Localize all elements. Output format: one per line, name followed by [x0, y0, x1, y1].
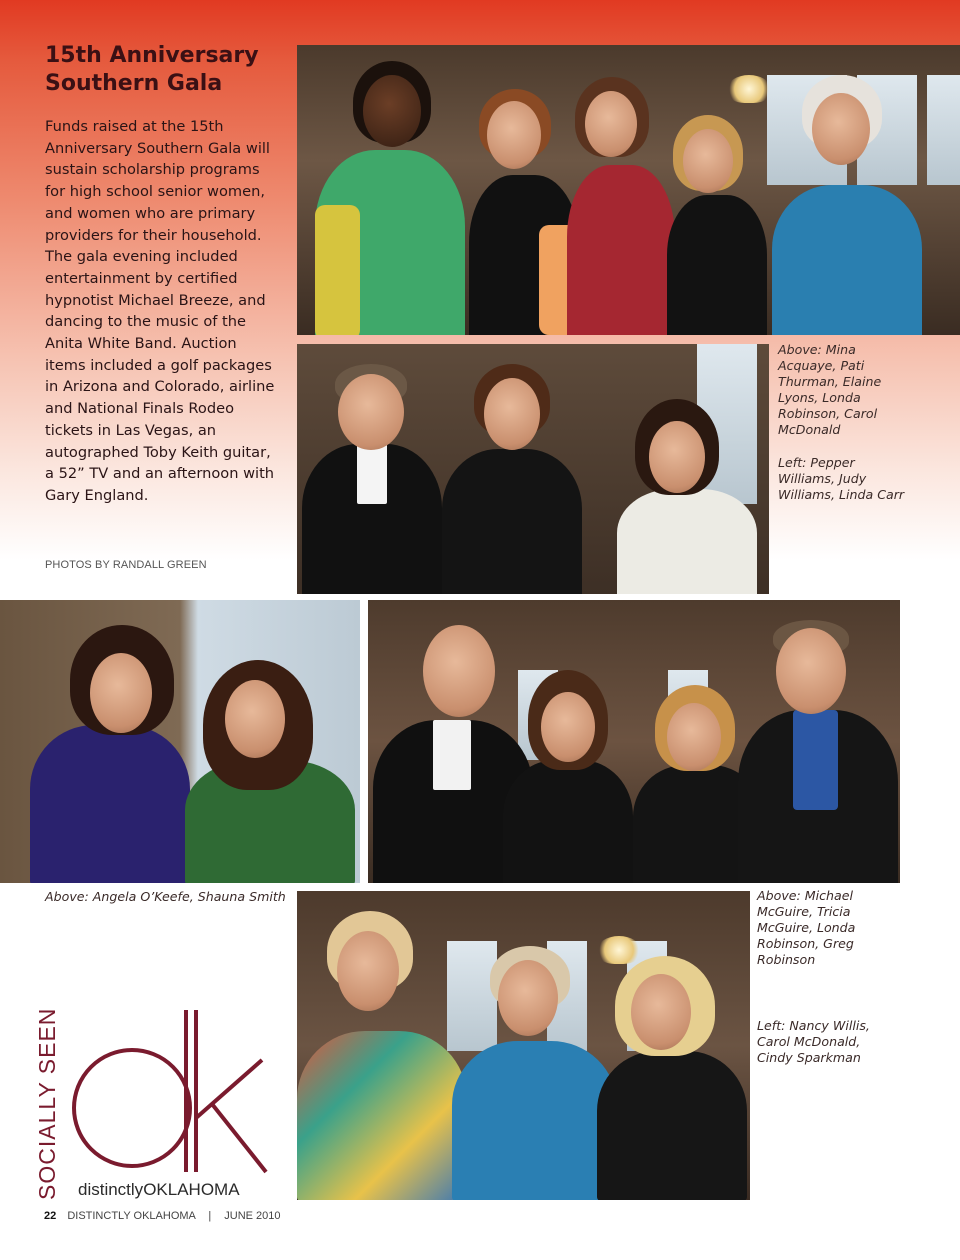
title-line-1: 15th Anniversary	[45, 43, 259, 68]
article-title	[45, 42, 290, 98]
page-footer	[44, 1210, 281, 1222]
caption-mcguire-robinson: Above: Michael McGuire, Tricia McGuire, Londa Robinson, Greg Robinson	[757, 888, 856, 967]
caption-willis-mcdonald-sparkman: Left: Nancy Willis, Carol McDonald, Cindy Sparkman	[757, 1018, 870, 1065]
caption-okeefe-smith: Above: Angela O’Keefe, Shauna Smith	[45, 889, 286, 904]
photo-credit: PHOTOS BY RANDALL GREEN	[45, 559, 207, 571]
footer-publication: DISTINCTLY OKLAHOMA	[67, 1210, 196, 1222]
photo-trio-williams-carr	[297, 344, 769, 594]
logo-text-upper: OKLAHOMA	[143, 1180, 240, 1199]
photo-okeefe-smith	[0, 600, 360, 883]
caption-williams-carr: Left: Pepper Williams, Judy Williams, Linda Carr	[778, 455, 905, 502]
photo-group-five-women	[297, 45, 960, 335]
caption-five-women: Above: Mina Acquaye, Pati Thurman, Elaine Lyons, Londa Robinson, Carol McDonald	[778, 342, 882, 437]
ok-logo-icon	[72, 1002, 272, 1184]
logo-text-lower: distinctly	[78, 1180, 144, 1199]
logo-wordmark	[78, 1180, 240, 1200]
section-label-socially-seen: SOCIALLY SEEN	[34, 1007, 60, 1200]
title-line-2: Southern Gala	[45, 71, 223, 96]
footer-separator: |	[208, 1210, 212, 1222]
footer-issue: JUNE 2010	[224, 1210, 281, 1222]
page-number: 22	[44, 1210, 57, 1222]
photo-willis-mcdonald-sparkman	[297, 891, 750, 1200]
article-body: Funds raised at the 15th Anniversary Southern Gala will sustain scholarship programs for high school senior women, and women who are primary providers for their household. The gala evening included entertainment by certified hypnotist Michael Breeze, and dancing to the music of the Anita White Band. Auction items included a golf packages in Arizona and Colorado, airline and National Finals Rodeo tickets in Las Vegas, an autographed Toby Keith guitar, a 52” TV and an afternoon with Gary England.	[45, 118, 275, 504]
photo-mcguire-robinson	[368, 600, 900, 883]
